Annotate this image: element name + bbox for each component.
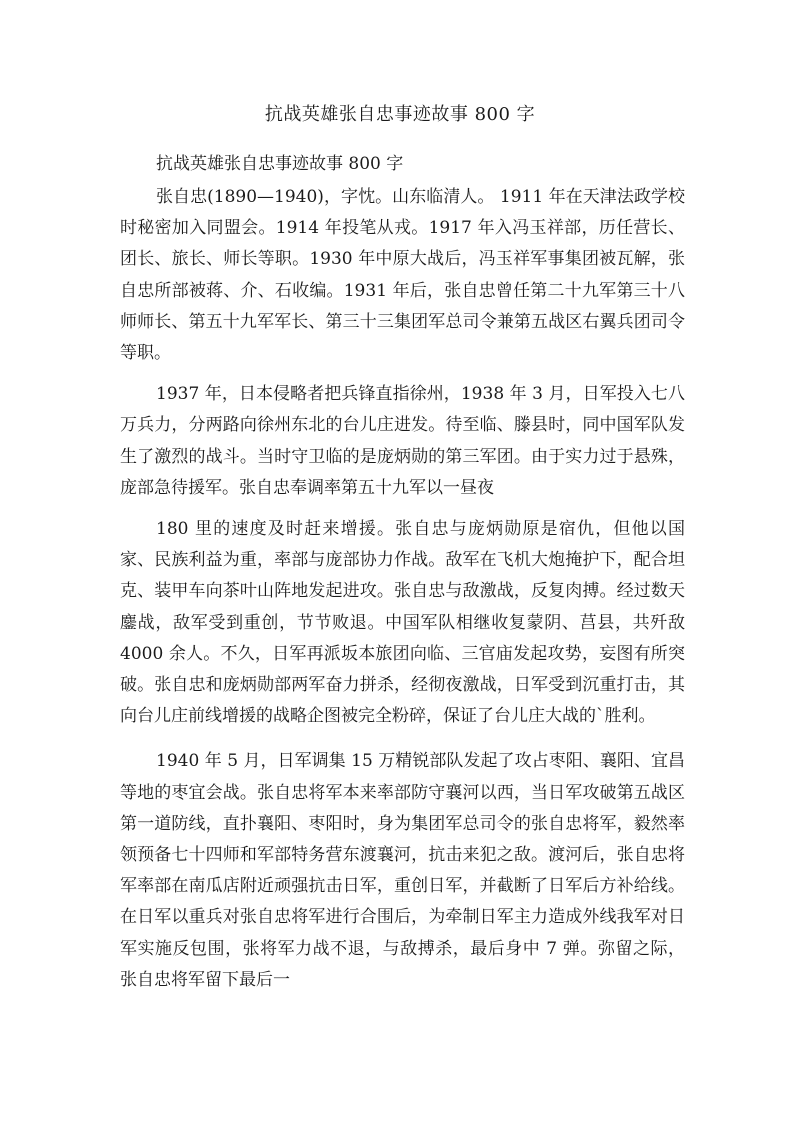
paragraph-taierzhuang-start: 1937 年，日本侵略者把兵锋直指徐州，1938 年 3 月，日军投入七八万兵力，分两路向徐州东北的台儿庄进发。待至临、滕县时，同中国军队发生了激烈的战斗。当时守卫临的是庞炳勋的第三军团。由于实力过于悬殊，庞部急待援军。张自忠奉调率第五十九军以一昼夜 (120, 384, 685, 498)
document-title: 抗战英雄张自忠事迹故事 800 字 (264, 104, 536, 125)
document-body (120, 148, 685, 996)
document-subtitle: 抗战英雄张自忠事迹故事 800 字 (156, 154, 404, 174)
paragraph-biography: 张自忠(1890—1940)，字忱。山东临清人。 1911 年在天津法政学校时秘密加入同盟会。1914 年投笔从戎。1917 年入冯玉祥部，历任营长、团长、旅长、师长等职。1930 年中原大战后，冯玉祥军事集团被瓦解，张自忠所部被蒋、介、石收编。1931 年后，张自忠曾任第二十九军第三十八师师长、第五十九军军长、第三十三集团军总司令兼第五战区右翼兵团司令等职。 (120, 187, 685, 364)
paragraph-zaoyi-battle: 1940 年 5 月，日军调集 15 万精锐部队发起了攻占枣阳、襄阳、宜昌等地的枣宜会战。张自忠将军本来率部防守襄河以西，当日军攻破第五战区第一道防线，直扑襄阳、枣阳时，身为集团军总司令的张自忠将军，毅然率领预备七十四师和军部特务营东渡襄河，抗击来犯之敌。渡河后，张自忠将军率部在南瓜店附近顽强抗击日军，重创日军，并截断了日军后方补给线。在日军以重兵对张自忠将军进行合围后，为牵制日军主力造成外线我军对日军实施反包围，张将军力战不退，与敌搏杀，最后身中 7 弹。弥留之际，张自忠将军留下最后一 (120, 751, 685, 990)
paragraph-taierzhuang-battle: 180 里的速度及时赶来增援。张自忠与庞炳勋原是宿仇，但他以国家、民族利益为重，率部与庞部协力作战。敌军在飞机大炮掩护下，配合坦克、装甲车向茶叶山阵地发起进攻。张自忠与敌激战，反复肉搏。经过数天鏖战，敌军受到重创，节节败退。中国军队相继收复蒙阴、莒县，共歼敌 4000 余人。不久，日军再派坂本旅团向临、三官庙发起攻势，妄图有所突破。张自忠和庞炳勋部两军奋力拼杀，经彻夜激战，日军受到沉重打击，其向台儿庄前线增援的战略企图被完全粉碎，保证了台儿庄大战的`胜利。 (120, 519, 685, 727)
